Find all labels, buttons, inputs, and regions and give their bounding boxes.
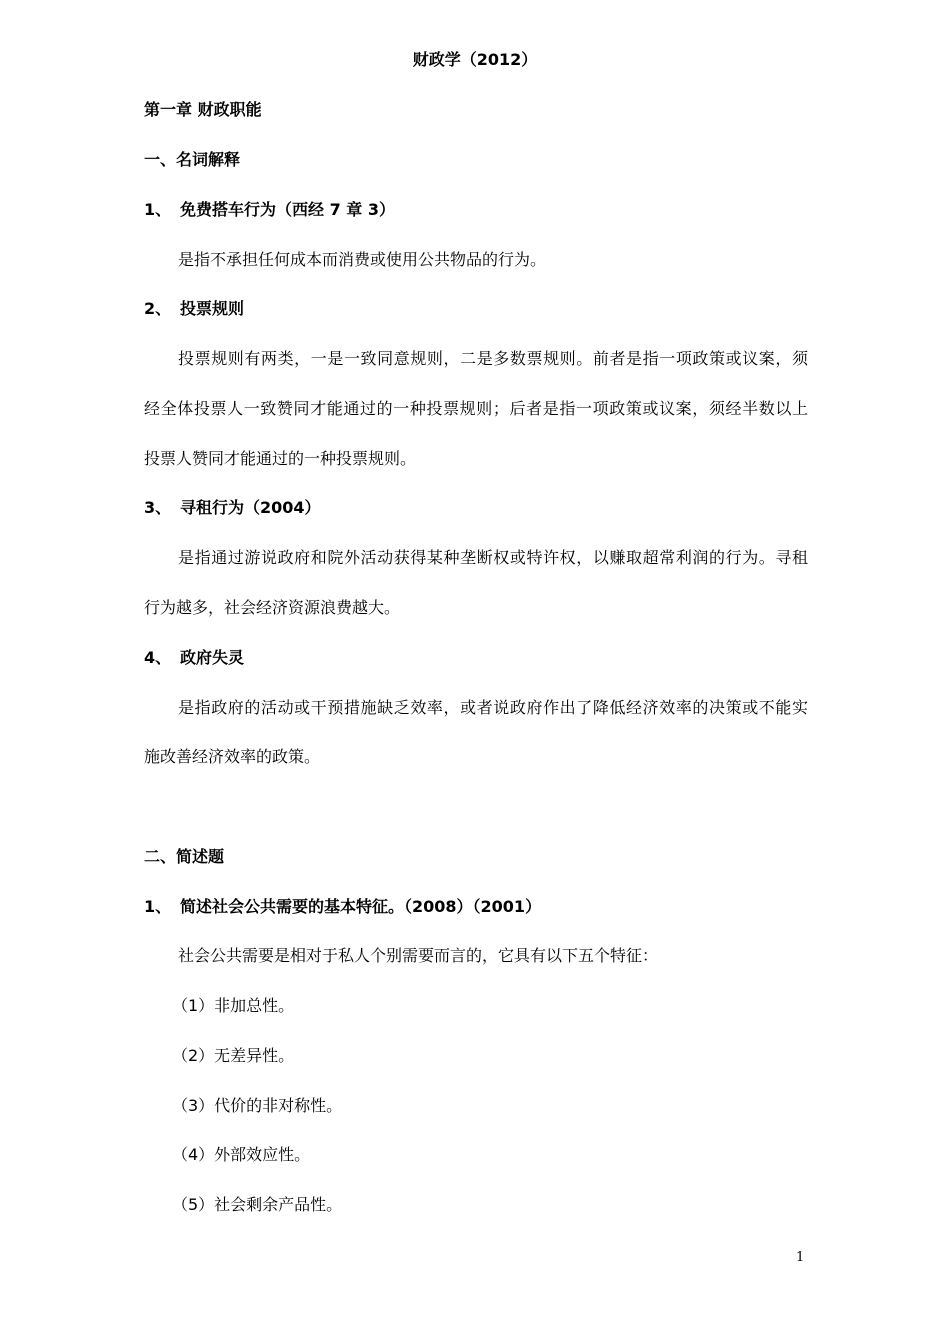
page-number: 1 [796, 1250, 805, 1265]
term-number: 3、 [144, 498, 172, 517]
paragraph-line: 是指不承担任何成本而消费或使用公共物品的行为。 [178, 250, 547, 269]
term-heading [144, 298, 244, 320]
feature-item: （3）代价的非对称性。 [172, 1096, 343, 1115]
term-title: 寻租行为（2004） [180, 498, 321, 517]
document-title: 财政学（2012） [412, 50, 538, 69]
paragraph-line: 是指通过游说政府和院外活动获得某种垄断权或特许权，以赚取超常利润的行为。寻租 [178, 548, 808, 567]
paragraph-line: 施改善经济效率的政策。 [144, 747, 321, 766]
chapter-heading: 第一章 财政职能 [144, 100, 262, 119]
paragraph-line: 经全体投票人一致赞同才能通过的一种投票规则；后者是指一项政策或议案，须经半数以上 [144, 399, 808, 418]
term-number: 2、 [144, 299, 172, 318]
question-intro: 社会公共需要是相对于私人个别需要而言的，它具有以下五个特征： [178, 946, 659, 965]
term-title: 投票规则 [180, 299, 245, 318]
paragraph-line: 投票规则有两类，一是一致同意规则，二是多数票规则。前者是指一项政策或议案，须 [178, 349, 808, 368]
question-heading [144, 896, 541, 918]
term-title: 政府失灵 [180, 648, 245, 667]
term-heading [144, 199, 395, 221]
section-heading-short-answer: 二、简述题 [144, 847, 225, 866]
feature-item: （5）社会剩余产品性。 [172, 1195, 343, 1214]
term-heading [144, 497, 321, 519]
term-heading [144, 647, 244, 669]
section-heading-definitions: 一、名词解释 [144, 150, 241, 169]
term-number: 1、 [144, 200, 172, 219]
feature-item: （4）外部效应性。 [172, 1145, 311, 1164]
term-title: 免费搭车行为（西经 7 章 3） [180, 200, 395, 219]
question-title: 简述社会公共需要的基本特征。（2008）（2001） [180, 897, 542, 916]
feature-item: （2）无差异性。 [172, 1046, 295, 1065]
term-number: 4、 [144, 648, 172, 667]
question-number: 1、 [144, 897, 172, 916]
paragraph-line: 投票人赞同才能通过的一种投票规则。 [144, 449, 417, 468]
feature-item: （1）非加总性。 [172, 996, 295, 1015]
paragraph-line: 是指政府的活动或干预措施缺乏效率，或者说政府作出了降低经济效率的决策或不能实 [178, 698, 808, 717]
paragraph-line: 行为越多，社会经济资源浪费越大。 [144, 598, 401, 617]
